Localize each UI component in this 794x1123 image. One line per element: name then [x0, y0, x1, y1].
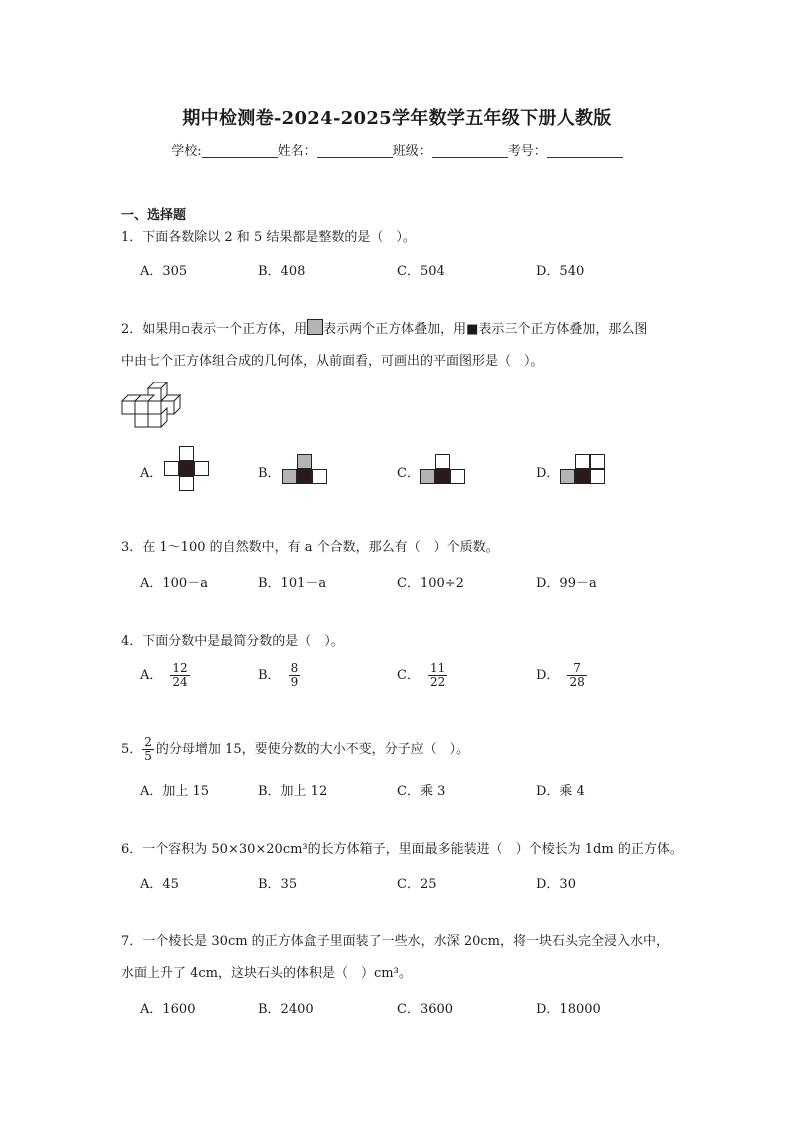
option-a-figure[interactable]	[164, 446, 210, 492]
question-stem-line2: 水面上升了 4cm，这块石头的体积是（ ）cm³。	[121, 966, 412, 981]
white-square-icon	[164, 461, 179, 476]
option-c[interactable]: C．100÷2	[397, 576, 464, 591]
section-title: 一、选择题	[121, 208, 187, 223]
question-stem-part: 2．如果用	[121, 322, 182, 337]
student-info-line	[0, 140, 794, 159]
triple-cube-symbol: ■	[466, 322, 479, 337]
option-b[interactable]: B．101－a	[258, 576, 327, 591]
option-b[interactable]: B．加上 12	[258, 784, 328, 799]
option-b-figure[interactable]	[282, 454, 328, 485]
option-d[interactable]: D．乘 4	[536, 784, 585, 799]
black-square-icon	[297, 469, 312, 484]
gray-square-icon	[420, 469, 435, 484]
question-stem-part: 5．	[121, 742, 143, 757]
question-stem-part: 表示一个正方体，用	[190, 322, 308, 337]
question-3-options	[140, 572, 680, 596]
question-5	[121, 734, 681, 766]
name-field[interactable]	[317, 143, 393, 158]
option-a[interactable]: A． $\frac{12}{24}$	[140, 661, 188, 689]
white-square-icon	[312, 469, 327, 484]
option-b[interactable]: B． $\frac{8}{9}$	[258, 661, 299, 689]
question-stem-part: 表示两个正方体叠加，用	[323, 322, 467, 337]
white-square-icon	[590, 454, 605, 469]
option-c[interactable]: C．3600	[397, 1002, 454, 1017]
question-1-options	[140, 260, 680, 284]
option-d[interactable]: D．	[536, 466, 560, 481]
option-d-figure[interactable]	[560, 454, 606, 485]
fraction: $\frac{7}{28}$	[569, 661, 585, 689]
question-2	[121, 314, 681, 378]
white-square-icon	[179, 446, 194, 461]
question-5-options	[140, 780, 680, 804]
double-cube-symbol-icon	[307, 319, 323, 335]
white-square-icon	[575, 454, 590, 469]
white-square-icon	[435, 454, 450, 469]
option-b[interactable]: B．408	[258, 264, 306, 279]
gray-square-icon	[297, 454, 312, 469]
class-label: 班级：	[392, 144, 432, 159]
option-c[interactable]: C．	[397, 466, 420, 481]
fraction: $\frac{8}{9}$	[290, 661, 299, 689]
option-b[interactable]: B．	[258, 466, 281, 481]
question-4-options	[140, 662, 680, 696]
question-stem: 1．下面各数除以 2 和 5 结果都是整数的是（ ）。	[121, 230, 416, 245]
option-c[interactable]: C．504	[397, 264, 445, 279]
school-label: 学校:	[171, 144, 202, 159]
option-d[interactable]: D．30	[536, 877, 576, 892]
question-6	[121, 834, 721, 866]
black-square-icon	[575, 469, 590, 484]
gray-square-icon	[560, 469, 575, 484]
option-c-figure[interactable]	[420, 454, 466, 485]
question-stem: 6．一个容积为 50×30×20cm³的长方体箱子，里面最多能装进（ ）个棱长为 1dm 的正方体。	[121, 842, 683, 857]
option-d[interactable]: D．99－a	[536, 576, 597, 591]
white-square-icon	[194, 461, 209, 476]
fraction: $\frac{2}{5}$	[144, 735, 152, 763]
question-7	[121, 926, 721, 990]
school-field[interactable]	[202, 143, 278, 158]
option-a[interactable]: A．100－a	[140, 576, 208, 591]
option-c[interactable]: C．25	[397, 877, 437, 892]
option-d[interactable]: D． $\frac{7}{28}$	[536, 661, 585, 689]
white-square-icon	[590, 469, 605, 484]
option-a[interactable]: A．	[140, 466, 163, 481]
single-cube-symbol: ▫	[181, 322, 191, 337]
question-stem-line1: 7．一个棱长是 30cm 的正方体盒子里面装了一些水，水深 20cm，将一块石头完全浸入水中，	[121, 934, 669, 949]
black-square-icon	[435, 469, 450, 484]
class-field[interactable]	[432, 143, 508, 158]
question-stem: 4．下面分数中是最简分数的是（ ）。	[121, 634, 344, 649]
fraction: $\frac{11}{22}$	[429, 661, 446, 689]
white-square-icon	[450, 469, 465, 484]
option-a[interactable]: A．45	[140, 877, 179, 892]
option-b[interactable]: B．35	[258, 877, 298, 892]
question-stem-part: 的分母增加 15，要使分数的大小不变，分子应（ ）。	[155, 742, 470, 757]
option-c[interactable]: C．乘 3	[397, 784, 446, 799]
option-d[interactable]: D．540	[536, 264, 585, 279]
fraction: $\frac{12}{24}$	[172, 661, 188, 689]
option-a[interactable]: A．305	[140, 264, 188, 279]
question-stem-part: 表示三个正方体叠加，那么图	[478, 322, 648, 337]
question-6-options	[140, 873, 680, 897]
question-stem-line2: 中由七个正方体组合成的几何体，从前面看，可画出的平面图形是（ ）。	[121, 354, 544, 369]
option-b[interactable]: B．2400	[258, 1002, 314, 1017]
option-d[interactable]: D．18000	[536, 1002, 601, 1017]
cube-stack-figure-icon	[118, 382, 184, 432]
exam-number-field[interactable]	[547, 143, 623, 158]
question-stem: 3．在 1～100 的自然数中，有 a 个合数，那么有（ ）个质数。	[121, 540, 499, 555]
white-square-icon	[179, 476, 194, 491]
question-1	[121, 222, 681, 254]
option-c[interactable]: C． $\frac{11}{22}$	[397, 661, 446, 689]
question-7-options	[140, 998, 680, 1022]
page-title: 期中检测卷-2024-2025学年数学五年级下册人教版	[182, 108, 612, 129]
option-a[interactable]: A．加上 15	[140, 784, 210, 799]
black-square-icon	[179, 461, 194, 476]
option-a[interactable]: A．1600	[140, 1002, 196, 1017]
gray-square-icon	[282, 469, 297, 484]
name-label: 姓名：	[277, 144, 317, 159]
question-3	[121, 532, 681, 564]
exam-number-label: 考号：	[507, 144, 547, 159]
question-4	[121, 626, 681, 658]
